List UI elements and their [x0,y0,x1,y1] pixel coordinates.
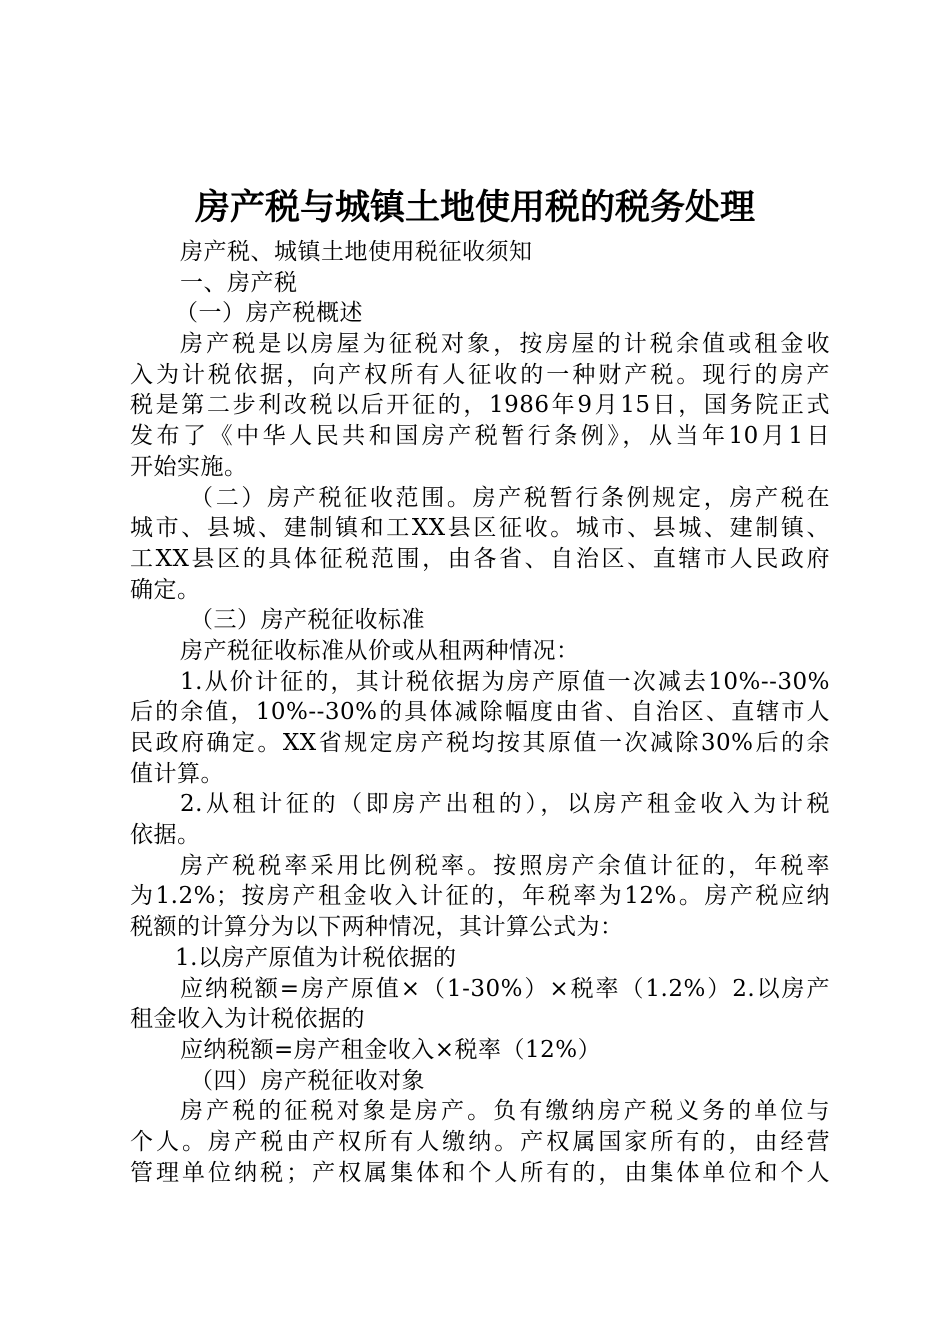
document-body [130,237,830,1188]
paragraph-line: 税是第二步利改税以后开征的，1986年9月15日，国务院正式 [130,392,830,419]
subsection-heading: （三）房产税征收标准 [190,607,425,634]
paragraph-line: 工XX县区的具体征税范围，由各省、自治区、直辖市人民政府 [130,545,830,572]
paragraph-line: 房产税征收标准从价或从租两种情况： [180,637,580,664]
paragraph-line: 房产税、城镇土地使用税征收须知 [180,239,533,265]
paragraph-line: 依据。 [130,822,201,849]
paragraph-line: 1.以房产原值为计税依据的 [175,944,457,971]
subsection-heading: （四）房产税征收对象 [190,1067,425,1094]
subsection-heading: （一）房产税概述 [175,300,363,327]
paragraph-line: 管理单位纳税；产权属集体和个人所有的，由集体单位和个人 [130,1159,830,1186]
paragraph-line: 发布了《中华人民共和国房产税暂行条例》，从当年10月1日 [130,423,830,450]
paragraph-line: 开始实施。 [130,453,248,480]
paragraph-line: 确定。 [130,576,201,603]
formula-line: 应纳税额=房产原值×（1-30%）×税率（1.2%）2.以房产 [180,975,830,1002]
formula-line: 应纳税额=房产租金收入×税率（12%） [180,1036,602,1063]
paragraph-line: 房产税是以房屋为征税对象，按房屋的计税余值或租金收 [180,331,830,358]
paragraph-line: 税额的计算分为以下两种情况，其计算公式为： [130,914,624,941]
paragraph-line: 城市、县城、建制镇和工XX县区征收。城市、县城、建制镇、 [130,515,830,542]
section-heading: 一、房产税 [180,269,298,296]
paragraph-line: 房产税的征税对象是房产。负有缴纳房产税义务的单位与 [180,1098,830,1125]
paragraph-line: 个人。房产税由产权所有人缴纳。产权属国家所有的，由经营 [130,1128,830,1155]
paragraph-line: 租金收入为计税依据的 [130,1006,365,1033]
paragraph-line: （二）房产税征收范围。房产税暂行条例规定，房产税在 [190,484,830,511]
document-title: 房产税与城镇土地使用税的税务处理 [194,187,755,228]
paragraph-line: 1.从价计征的，其计税依据为房产原值一次减去10%--30% [180,668,830,695]
paragraph-line: 值计算。 [130,760,224,787]
paragraph-line: 为1.2%；按房产租金收入计征的，年税率为12%。房产税应纳 [130,883,830,910]
paragraph-line: 民政府确定。XX省规定房产税均按其原值一次减除30%后的余 [130,730,830,756]
paragraph-line: 入为计税依据，向产权所有人征收的一种财产税。现行的房产 [130,361,830,388]
paragraph-line: 后的余值，10%--30%的具体减除幅度由省、自治区、直辖市人 [130,699,830,726]
paragraph-line: 房产税税率采用比例税率。按照房产余值计征的，年税率 [180,852,830,879]
paragraph-line: 2.从租计征的（即房产出租的），以房产租金收入为计税 [180,791,830,818]
